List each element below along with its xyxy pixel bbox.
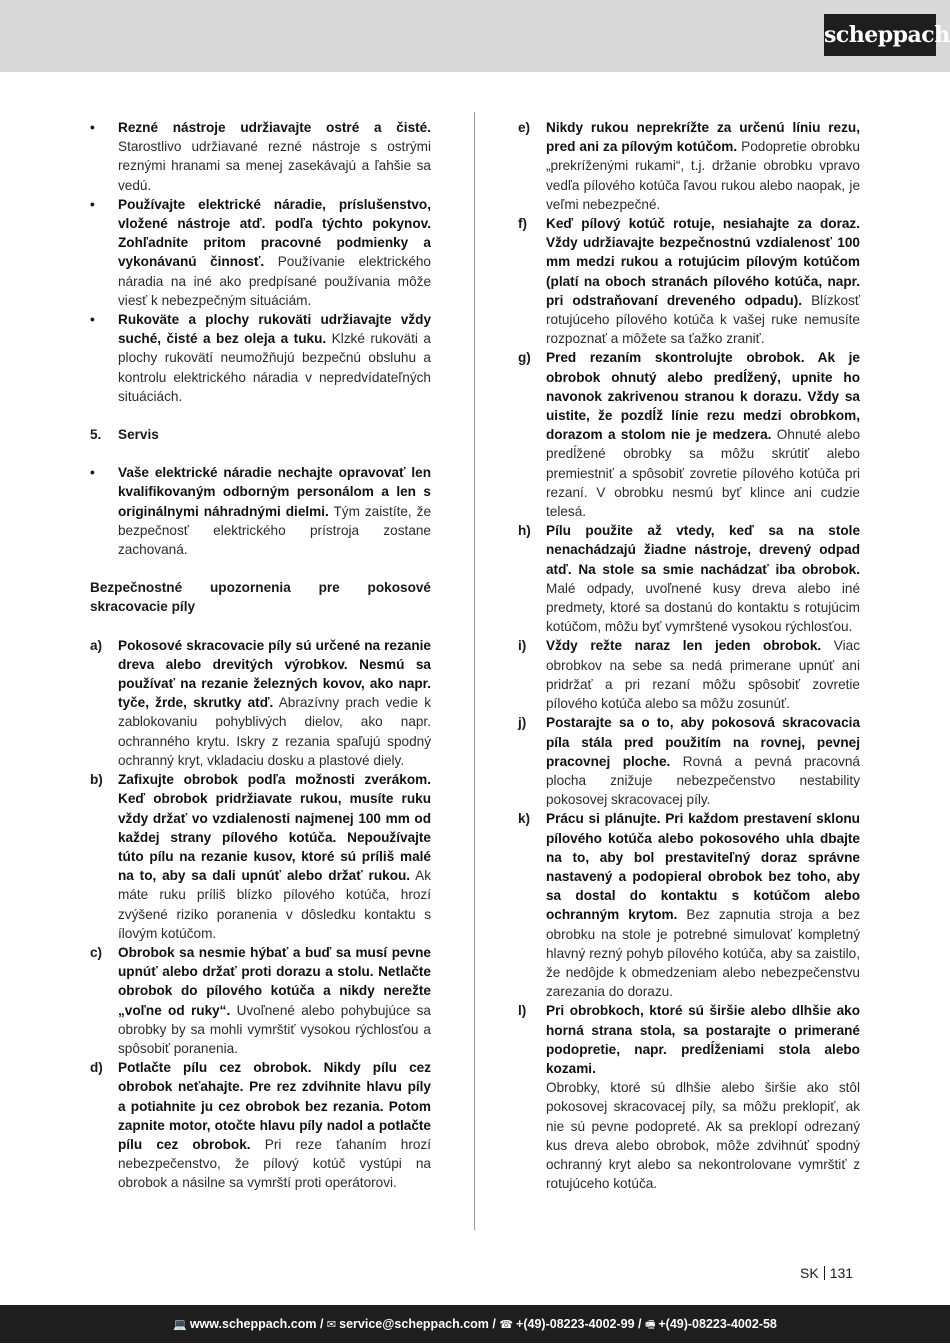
item-bold-text: Pred rezaním skontrolujte obrobok. Ak je obrobok ohnutý alebo predĺžený, upnite ho navonok zakrivenou stranou k dorazu. Vždy sa uistite, že pozdĺž línie rezu medzi obrobkom, dorazom a stolom nie je medzera.: [546, 350, 860, 443]
item-normal-text: Malé odpady, uvoľnené kusy dreva alebo iné predmety, ktoré sa dostanú do kontaktu s rotujúcim kotúčom, môžu byť vymrštené vysokou rýchlosťou.: [546, 580, 860, 635]
section-number: 5.: [90, 427, 102, 443]
right-column: [518, 118, 860, 1193]
item-normal-text: Pri reze ťahaním hrozí nebezpečenstvo, že pílový kotúč vystúpi na obrobok a násilne sa vymrští proti operátorovi.: [118, 1136, 431, 1191]
footer-bar: [0, 1305, 950, 1343]
item-normal-text: Ohnuté alebo predĺžené obrobky sa môžu skrútiť alebo premiestniť a spôsobiť zovretie pílového kotúča pri rezaní. V obrobku nesmú byť klince ani cudzie telesá.: [546, 427, 861, 520]
item-bold-text: Zafixujte obrobok podľa možnosti zverákom. Keď obrobok pridržiavate rukou, musíte ruku vždy držať vo vzdialenosti najmenej 100 mm od každej strany pílového kotúča. Nepoužívajte túto pílu na rezanie kusov, ktoré sú príliš malé na to, aby sa dali upnúť alebo držať rukou.: [118, 772, 431, 884]
list-item: [90, 943, 431, 1058]
safety-heading: Bezpečnostné upozornenia pre pokosové skracovacie píly: [90, 580, 431, 615]
item-normal-text: Tým zaistíte, že bezpečnosť elektrického prístroja zostane zachovaná.: [118, 503, 431, 558]
item-normal-text: Podopretie obrobku „prekríženými rukami“, t.j. držanie obrobku vpravo vedľa pílového kotúča ľavou rukou alebo naopak, je veľmi nebezpečné.: [546, 139, 860, 212]
item-text: [118, 1058, 431, 1192]
item-marker: g): [518, 350, 531, 366]
item-text: [546, 521, 860, 636]
list-item: [518, 118, 860, 214]
bullet-marker: •: [90, 120, 95, 135]
item-normal-text: Bez zapnutia stroja a bez obrobku na stole je potrebné simulovať kompletný hlavný rezný pohyb pílového kotúča, aby sa zaistilo, že nedôjde k obmedzeniam alebo nebezpečenstvu zarezania do dorazu.: [546, 907, 861, 1000]
left-column: [90, 118, 431, 1193]
item-normal-text: Blízkosť rotujúceho pílového kotúča k vašej ruke nemusíte rozpoznať a môžete sa ťažko zraniť.: [546, 292, 860, 347]
item-text: [118, 118, 431, 195]
item-text: [546, 713, 860, 809]
item-marker: d): [90, 1060, 103, 1076]
item-text: [546, 118, 860, 214]
footer-website[interactable]: www.scheppach.com /: [189, 1317, 324, 1331]
laptop-icon: 💻: [173, 1319, 187, 1331]
page-number-value: 131: [829, 1265, 854, 1281]
item-normal-text: Abrazívny prach vedie k zablokovaniu pohyblivých dielov, ako napr. ochranného krytu. Iskry z rezania spaľujú spodný ochranný kryt, vkladaciu dosku a plastové diely.: [118, 695, 431, 768]
item-marker: a): [90, 637, 103, 653]
bullet-marker: •: [90, 465, 95, 481]
item-bold-text: Keď pílový kotúč rotuje, nesiahajte za doraz. Vždy udržiavajte bezpečnostnú vzdialenosť 100 mm medzi rukou a rotujúcim pílovým kotúčom (platí na oboch stranách pílového kotúča, napr. pri odstraňovaní dreveného odpadu).: [546, 216, 860, 308]
footer-fax: +(49)-08223-4002-58: [658, 1317, 777, 1331]
item-bold-text: Používajte elektrické náradie, príslušenstvo, vložené nástroje atď. podľa týchto pokynov. Zohľadnite pritom pracovné podmienky a vykonávanú činnosť.: [118, 196, 431, 270]
list-item: [518, 809, 860, 1001]
page-language: SK: [800, 1265, 819, 1281]
item-marker: k): [518, 811, 531, 827]
brand-logo: scheppach: [824, 14, 936, 56]
item-text: [118, 770, 431, 943]
header-bar: [0, 0, 950, 72]
item-bold-text: Obrobok sa nesmie hýbať a buď sa musí pevne upnúť alebo držať proti dorazu a stolu. Netlačte obrobok do pílového kotúča a nikdy nerežte „voľne od ruky“.: [118, 944, 431, 1018]
list-item: [518, 214, 860, 348]
fax-icon: 🖷: [644, 1319, 656, 1331]
item-bold-text: Pílu použite až vtedy, keď sa na stole nenachádzajú žiadne nástroje, drevený odpad atď. Na stole sa smie nachádzať iba obrobok.: [546, 523, 860, 577]
item-bold-text: Vaše elektrické náradie nechajte opravovať len kvalifikovaným odborným personálom a len s originálnymi náhradnými dielmi.: [118, 465, 431, 519]
page-number-separator: [824, 1266, 825, 1280]
item-text: [118, 463, 431, 559]
item-bold-text: Pri obrobkoch, ktoré sú širšie alebo dlhšie ako horná strana stola, sa postarajte o primerané podopretie, napr. predĺženiami stola alebo kozami.: [546, 1003, 860, 1076]
bullet-marker: •: [90, 312, 95, 328]
item-normal-text: Obrobky, ktoré sú dlhšie alebo širšie ako stôl pokosovej skracovacej píly, sa môžu preklopiť, ak nie sú pevne podopreté. Ak sa preklopí odrezaný kus dreva alebo obrobok, môže zdvihnúť spodný ochranný kryt alebo sa nekontrolovane vymrštiť z rotujúceho kotúča.: [546, 1080, 860, 1192]
bullet-item: [90, 310, 431, 406]
item-normal-text: Klzké rukoväti a plochy rukovätí neumožňujú bezpečnú obsluhu a kontrolu elektrického náradia v nepredvídateľných situáciách.: [118, 331, 431, 404]
item-text: [546, 1001, 860, 1193]
list-item: [518, 713, 860, 809]
section-heading: [90, 425, 431, 444]
item-marker: i): [518, 638, 527, 654]
footer-phone: +(49)-08223-4002-99 /: [516, 1317, 642, 1331]
item-bold-text: Prácu si plánujte. Pri každom prestavení sklonu pílového kotúča alebo pokosového uhla dbajte na to, aby bol prestaviteľný doraz správne nastavený a podopieral obrobok bez toho, aby sa dostal do kontaktu s kotúčom alebo ochranným krytom.: [546, 811, 860, 923]
item-marker: f): [518, 216, 528, 232]
item-bold-text: Vždy režte naraz len jeden obrobok.: [546, 638, 822, 654]
list-item: [518, 521, 860, 636]
item-bold-text: Potlačte pílu cez obrobok. Nikdy pílu cez obrobok neťahajte. Pre rez zdvihnite hlavu píly a potiahnite ju cez obrobok bez rezania. Potom zapnite motor, otočte hlavu píly nadol a potlačte pílu cez obrobok.: [118, 1060, 431, 1152]
item-bold-text: Postarajte sa o to, aby pokosová skracovacia píla stála pred použitím na rovnej, pevnej pracovnej ploche.: [546, 715, 860, 769]
item-marker: j): [518, 715, 527, 731]
item-normal-text: Viac obrobkov na sebe sa nedá primerane upnúť ani pridržať a pri rezaní môžu spôsobiť zovretie pílového kotúča alebo sa môžu zosunúť.: [546, 638, 860, 712]
item-marker: h): [518, 523, 531, 539]
item-text: [546, 214, 860, 348]
bullet-item: [90, 463, 431, 559]
item-marker: e): [518, 120, 531, 135]
item-normal-text: Starostlivo udržiavané rezné nástroje s ostrými reznými hranami sa menej zasekávajú a ľahšie sa vedú.: [118, 139, 431, 193]
item-normal-text: Používanie elektrického náradia na iné ako predpísané používania môže viesť k nebezpečným situáciám.: [118, 254, 431, 308]
item-text: [118, 636, 431, 770]
item-text: [118, 310, 431, 406]
list-item: [90, 770, 431, 943]
item-text: [118, 195, 431, 310]
item-normal-text: Ak máte ruku príliš blízko pílového kotúča, hrozí zvýšené riziko poranenia v dôsledku kontaktu s ílovým kotúčom.: [118, 868, 431, 941]
item-bold-text: Nikdy rukou neprekrížte za určenú líniu rezu, pred ani za pílovým kotúčom.: [546, 120, 860, 155]
item-normal-text: Rovná a pevná pracovná plocha znižuje nebezpečenstvo nestability pokosovej skracovacej píly.: [546, 753, 860, 808]
item-text: [546, 636, 860, 713]
section-title: Servis: [118, 427, 159, 443]
footer-email[interactable]: service@scheppach.com /: [339, 1317, 496, 1331]
list-item: [518, 1001, 860, 1193]
item-marker: b): [90, 772, 103, 788]
list-item: [90, 1058, 431, 1192]
item-bold-text: Rukoväte a plochy rukoväti udržiavajte vždy suché, čisté a bez oleja a tuku.: [118, 312, 431, 347]
bullet-item: [90, 118, 431, 195]
list-item: [518, 636, 860, 713]
item-bold-text: Pokosové skracovacie píly sú určené na rezanie dreva alebo drevitých výrobkov. Nesmú sa používať na rezanie železných kovov, ako napr. tyče, žrde, skrutky atď.: [118, 637, 431, 711]
phone-icon: ☎: [499, 1319, 514, 1331]
item-normal-text: Uvoľnené alebo pohybujúce sa obrobky by sa mohli vymrštiť vysokou rýchlosťou a spôsobiť poranenia.: [118, 1002, 431, 1056]
item-text: [546, 348, 860, 521]
list-item: [518, 348, 860, 521]
item-marker: c): [90, 944, 103, 960]
bullet-item: [90, 195, 431, 310]
item-marker: l): [518, 1003, 527, 1019]
envelope-icon: ✉: [326, 1319, 337, 1331]
bullet-marker: •: [90, 196, 95, 212]
item-bold-text: Rezné nástroje udržiavajte ostré a čisté.: [118, 120, 431, 135]
item-text: [546, 809, 860, 1001]
column-divider: [474, 112, 475, 1230]
page-number: [800, 1265, 853, 1281]
item-text: [118, 943, 431, 1058]
list-item: [90, 636, 431, 770]
